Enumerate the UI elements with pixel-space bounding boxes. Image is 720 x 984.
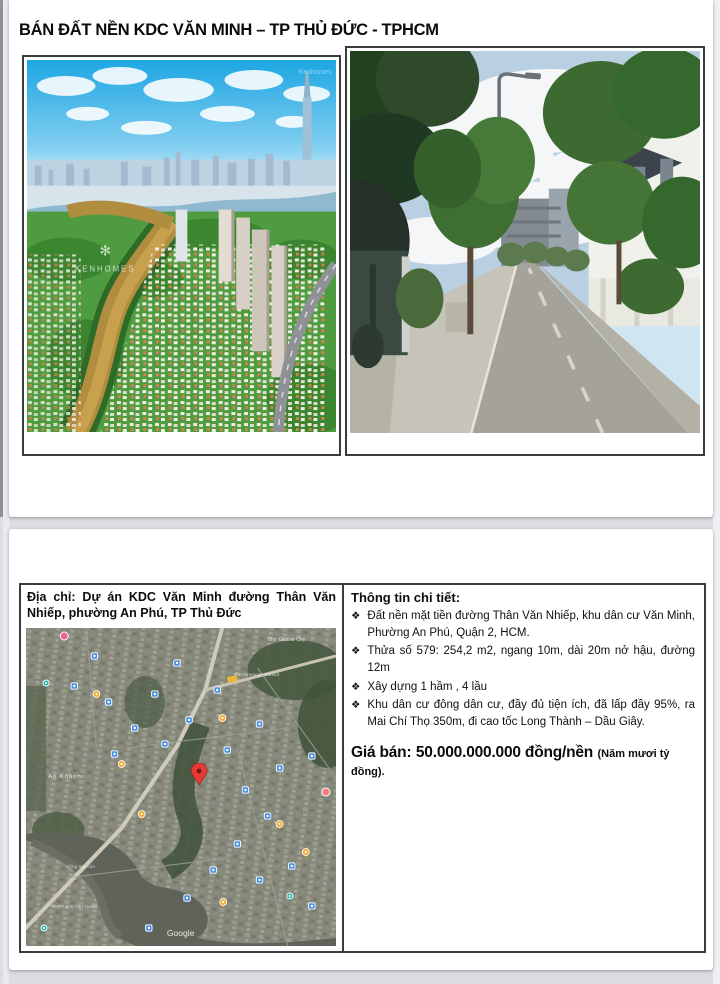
property-info-table (19, 583, 706, 953)
detail-item-text: Khu dân cư đông dân cư, đầy đủ tiện ích, đã lấp đầy 95%, ra Mai Chí Thọ 350m, đi cao tốc Long Thành – Dầu Giây. (367, 699, 695, 729)
scan-margin-right (713, 0, 720, 984)
street-photo (350, 51, 700, 433)
diamond-bullet-icon: ❖ (351, 680, 361, 693)
map-label-port: VNPT ICD Tân Thuận (52, 904, 98, 909)
map-label-school: The American School (233, 673, 280, 678)
watermark-logo-icon: ✻ (99, 242, 111, 259)
detail-item (351, 679, 695, 696)
detail-item-text: Thửa số 579: 254,2 m2, ngang 10m, dài 20m nở hậu, đường 12m (367, 645, 695, 675)
address-text: Địa chỉ: Dự án KDC Văn Minh đường Thân Văn Nhiếp, phường An Phú, TP Thủ Đức (27, 590, 336, 621)
price-value: 50.000.000.000 đồng/nền (415, 743, 594, 761)
details-cell (344, 585, 704, 951)
diamond-bullet-icon: ❖ (351, 610, 361, 622)
aerial-photo (27, 60, 336, 432)
corner-watermark-text: Kenhomes (298, 68, 332, 76)
aerial-photo-frame (22, 55, 341, 456)
address-and-map-cell (21, 585, 344, 951)
map-label-an-khanh: An Khánh (48, 774, 82, 780)
aerial-photo-illustration (27, 60, 336, 432)
map-salmon-pin (322, 788, 330, 796)
detail-item (351, 608, 695, 641)
price-line (351, 744, 695, 780)
detail-item (351, 643, 695, 676)
left-neighborhood (27, 254, 81, 432)
scanned-page-1 (9, 0, 713, 517)
detail-item (351, 697, 695, 730)
street-photo-illustration (350, 51, 700, 433)
detail-item-text: Xây dựng 1 hầm , 4 lầu (367, 680, 487, 693)
satellite-map-illustration (26, 628, 336, 946)
google-watermark: Google (166, 928, 195, 938)
diamond-bullet-icon: ❖ (351, 645, 361, 658)
page-title: BÁN ĐẤT NỀN KDC VĂN MINH – TP THỦ ĐỨC - TPHCM (19, 21, 439, 39)
details-heading: Thông tin chi tiết: (351, 590, 461, 605)
detail-item-text: Đất nền mặt tiền đường Thân Văn Nhiếp, khu dân cư Văn Minh, Phường An Phú, Quận 2, HCM. (367, 610, 695, 639)
scanned-page-2 (9, 529, 713, 970)
street-photo-frame (345, 46, 705, 456)
diamond-bullet-icon: ❖ (351, 699, 361, 712)
map-label-river: Sông Sài Gòn (66, 864, 96, 869)
price-label: Giá bán: (351, 743, 412, 761)
price-note: (Năm mươi tỷ đồng). (351, 747, 670, 778)
watermark-text: KENHOMES (75, 264, 136, 274)
map-pink-pin (60, 632, 68, 640)
map-label-global-city: The Global City (267, 637, 306, 643)
location-map (26, 628, 336, 946)
